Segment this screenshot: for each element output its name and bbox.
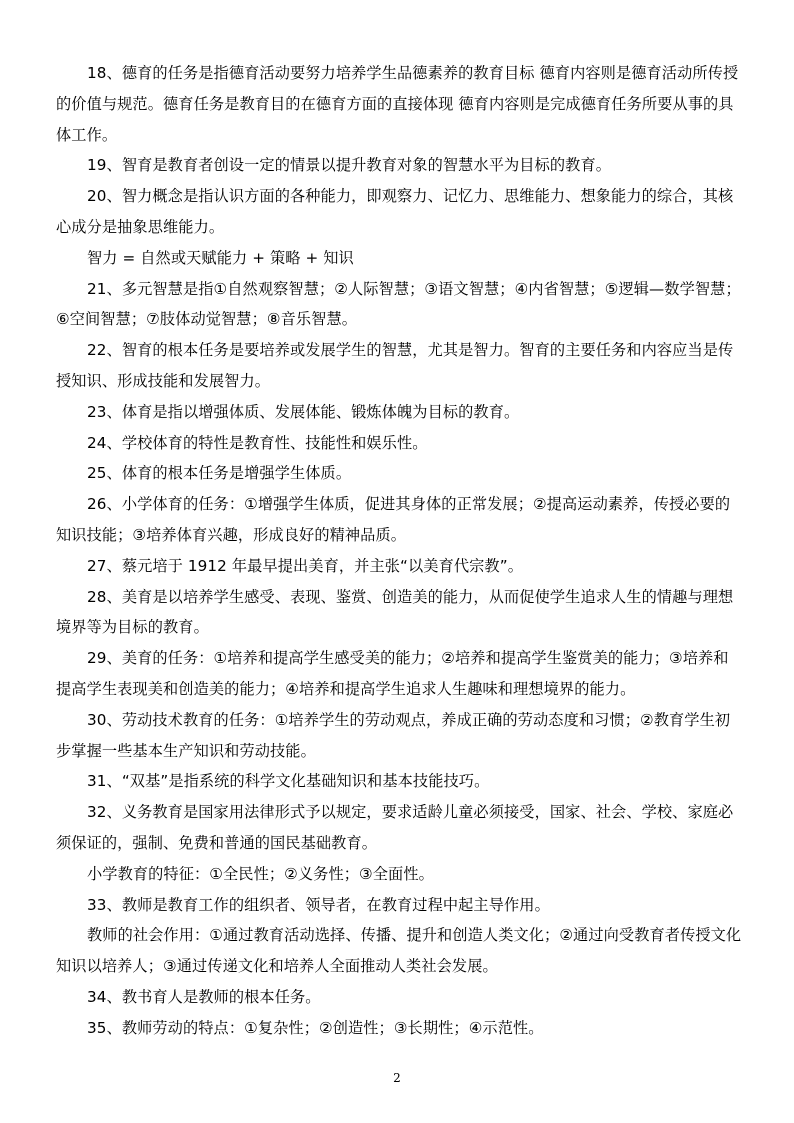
paragraph-20-intelligence-concept: 20、智力概念是指认识方面的各种能力，即观察力、记忆力、思维能力、想象能力的综合，其核心成分是抽象思维能力。 [56, 187, 734, 236]
intelligence-formula: 智力 = 自然或天赋能力 + 策略 + 知识 [87, 248, 354, 267]
paragraph-35-teacher-labor-features: 35、教师劳动的特点：①复杂性；②创造性；③长期性；④示范性。 [87, 1018, 544, 1037]
paragraph-28-aesthetic-education: 28、美育是以培养学生感受、表现、鉴赏、创造美的能力，从而促使学生追求人生的情趣与理想境界等为目标的教育。 [56, 587, 734, 637]
primary-education-features: 小学教育的特征：①全民性；②义务性；③全面性。 [87, 864, 434, 883]
paragraph-34-teacher-fundamental-task: 34、教书育人是教师的根本任务。 [87, 987, 321, 1006]
paragraph-26-primary-pe-tasks: 26、小学体育的任务：①增强学生体质，促进其身体的正常发展；②提高运动素养，传授必要的知识技能；③培养体育兴趣，形成良好的精神品质。 [56, 495, 731, 544]
paragraph-33-teacher-role: 33、教师是教育工作的组织者、领导者，在教育过程中起主导作用。 [87, 895, 550, 914]
paragraph-19-intellectual-education: 19、智育是教育者创设一定的情景以提升教育对象的智慧水平为目标的教育。 [87, 156, 612, 175]
paragraph-29-aesthetic-education-tasks: 29、美育的任务：①培养和提高学生感受美的能力；②培养和提高学生鉴赏美的能力；③培养和提高学生表现美和创造美的能力；④培养和提高学生追求人生趣味和理想境界的能力。 [56, 649, 729, 698]
page-number: 2 [393, 1071, 401, 1085]
paragraph-25-pe-fundamental-task: 25、体育的根本任务是增强学生体质。 [87, 464, 352, 483]
paragraph-24-school-pe-characteristics: 24、学校体育的特性是教育性、技能性和娱乐性。 [87, 433, 428, 452]
paragraph-32-compulsory-education: 32、义务教育是国家用法律形式予以规定，要求适龄儿童必须接受，国家、社会、学校、家庭必须保证的，强制、免费和普通的国民基础教育。 [56, 803, 734, 852]
paragraph-21-multiple-intelligences: 21、多元智慧是指①自然观察智慧；②人际智慧；③语文智慧；④内省智慧；⑤逻辑—数学智慧；⑥空间智慧；⑦肢体动觉智慧；⑧音乐智慧。 [56, 279, 741, 329]
paragraph-22-intellectual-education-tasks: 22、智育的根本任务是要培养或发展学生的智慧，尤其是智力。智育的主要任务和内容应当是传授知识、形成技能和发展智力。 [56, 341, 734, 390]
paragraph-30-labor-education-tasks: 30、劳动技术教育的任务：①培养学生的劳动观点，养成正确的劳动态度和习惯；②教育学生初步掌握一些基本生产知识和劳动技能。 [56, 710, 731, 760]
paragraph-31-double-basics: 31、“双基”是指系统的科学文化基础知识和基本技能技巧。 [87, 772, 490, 791]
paragraph-23-physical-education: 23、体育是指以增强体质、发展体能、锻炼体魄为目标的教育。 [87, 402, 520, 421]
document-body [56, 58, 742, 1044]
paragraph-27-cai-yuanpei: 27、蔡元培于 1912 年最早提出美育，并主张“以美育代宗教”。 [87, 556, 523, 575]
paragraph-18-moral-education-tasks: 18、德育的任务是指德育活动要努力培养学生品德素养的教育目标 德育内容则是德育活动所传授的价值与规范。德育任务是教育目的在德育方面的直接体现 德育内容则是完成德育任务所要从事的具体工作。 [56, 64, 739, 144]
teacher-social-functions: 教师的社会作用：①通过教育活动选择、传播、提升和创造人类文化；②通过向受教育者传授文化知识以培养人；③通过传递文化和培养人全面推动人类社会发展。 [56, 926, 742, 976]
